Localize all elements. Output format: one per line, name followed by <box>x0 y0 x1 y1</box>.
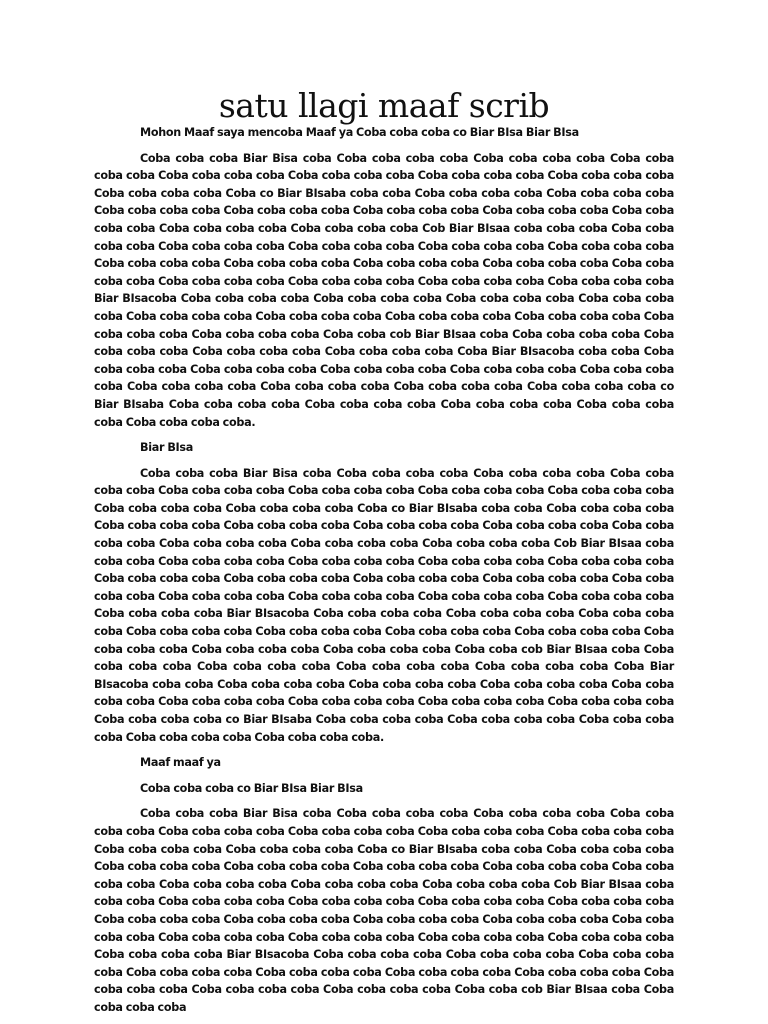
paragraph-body-3: Coba coba coba Biar Bisa coba Coba coba coba coba Coba coba coba coba Coba coba coba coba Coba coba coba coba Coba coba coba coba Coba coba coba coba Coba coba coba coba Coba coba coba coba Coba coba coba coba Coba co Biar BIsaba coba coba Coba coba coba coba Coba coba coba coba Coba coba coba coba Coba coba coba coba Coba coba coba coba Coba coba coba coba Coba coba coba coba Coba coba coba coba Coba coba coba coba Cob Biar BIsaa coba coba coba Coba coba coba coba Coba coba coba coba Coba coba coba coba Coba coba coba coba Coba coba coba coba Coba coba coba coba Coba coba coba coba Coba coba coba coba Coba coba coba coba Coba coba coba coba Coba coba coba coba Coba coba coba coba Coba coba coba coba Coba coba coba coba Biar BIsacoba Coba coba coba coba Coba coba coba coba Coba coba coba coba Coba coba coba coba Coba coba coba coba Coba coba coba coba Coba coba coba coba Coba coba coba coba Coba coba coba coba Coba coba coba coba Coba coba cob Biar BIsaa coba Coba coba coba coba <box>94 807 674 1014</box>
document-body <box>94 124 674 1017</box>
paragraph-intro: Mohon Maaf saya mencoba Maaf ya Coba coba coba co Biar BIsa Biar BIsa <box>140 126 579 139</box>
paragraph-body-2: Coba coba coba Biar Bisa coba Coba coba coba coba Coba coba coba coba Coba coba coba coba Coba coba coba coba Coba coba coba coba Coba coba coba coba Coba coba coba coba Coba coba coba coba Coba coba coba coba Coba co Biar BIsaba coba coba Coba coba coba coba Coba coba coba coba Coba coba coba coba Coba coba coba coba Coba coba coba coba Coba coba coba coba Coba coba coba coba Coba coba coba coba Coba coba coba coba Cob Biar BIsaa coba coba coba Coba coba coba coba Coba coba coba coba Coba coba coba coba Coba coba coba coba Coba coba coba coba Coba coba coba coba Coba coba coba coba Coba coba coba coba Coba coba coba coba Coba coba coba coba Coba coba coba coba Coba coba coba coba Coba coba coba coba Coba coba coba coba Biar BIsacoba Coba coba coba coba Coba coba coba coba Coba coba coba coba Coba coba coba coba Coba coba coba coba Coba coba coba coba Coba coba coba coba Coba coba coba coba Coba coba coba coba Coba coba coba coba Coba coba cob Biar BIsaa coba Coba coba coba coba Coba coba coba coba Coba coba coba coba Coba coba coba coba Coba Biar BIsacoba coba coba Coba coba coba coba Coba coba coba coba Coba coba coba coba Coba coba coba coba Coba coba coba coba Coba coba coba coba Coba coba coba coba Coba coba coba coba Coba coba coba coba co Biar BIsaba Coba coba coba coba Coba coba coba coba Coba coba coba coba Coba coba coba coba Coba coba coba coba. <box>94 466 674 744</box>
paragraph-subheading: Coba coba coba co Biar BIsa Biar BIsa <box>140 781 363 795</box>
paragraph-heading-biar-bisa: Biar BIsa <box>140 441 194 455</box>
paragraph-body-1: Coba coba coba Biar Bisa coba Coba coba coba coba Coba coba coba coba Coba coba coba coba Coba coba coba coba Coba coba coba coba Coba coba coba coba Coba coba coba coba Coba coba coba coba Coba co Biar BIsaba coba coba Coba coba coba coba Coba coba coba coba Coba coba coba coba Coba coba coba coba Coba coba coba coba Coba coba coba coba Coba coba coba coba Coba coba coba coba Coba coba coba coba Cob Biar BIsaa coba coba coba Coba coba coba coba Coba coba coba coba Coba coba coba coba Coba coba coba coba Coba coba coba coba Coba coba coba coba Coba coba coba coba Coba coba coba coba Coba coba coba coba Coba coba coba coba Coba coba coba coba Coba coba coba coba Coba coba coba coba Coba coba coba coba Biar BIsacoba Coba coba coba coba Coba coba coba coba Coba coba coba coba Coba coba coba coba Coba coba coba coba Coba coba coba coba Coba coba coba coba Coba coba coba coba Coba coba coba coba Coba coba coba coba Coba coba cob Biar BIsaa coba Coba coba coba coba Coba coba coba coba Coba coba coba coba Coba coba coba coba Coba Biar BIsacoba coba coba Coba coba coba coba Coba coba coba coba Coba coba coba coba Coba coba coba coba Coba coba coba coba Coba coba coba coba Coba coba coba coba Coba coba coba coba Coba coba coba coba co Biar BIsaba Coba coba coba coba Coba coba coba coba Coba coba coba coba Coba coba coba coba Coba coba coba coba. <box>94 151 674 429</box>
paragraph-heading-maaf: Maaf maaf ya <box>140 756 221 770</box>
page-title: satu llagi maaf scrib <box>218 86 550 125</box>
